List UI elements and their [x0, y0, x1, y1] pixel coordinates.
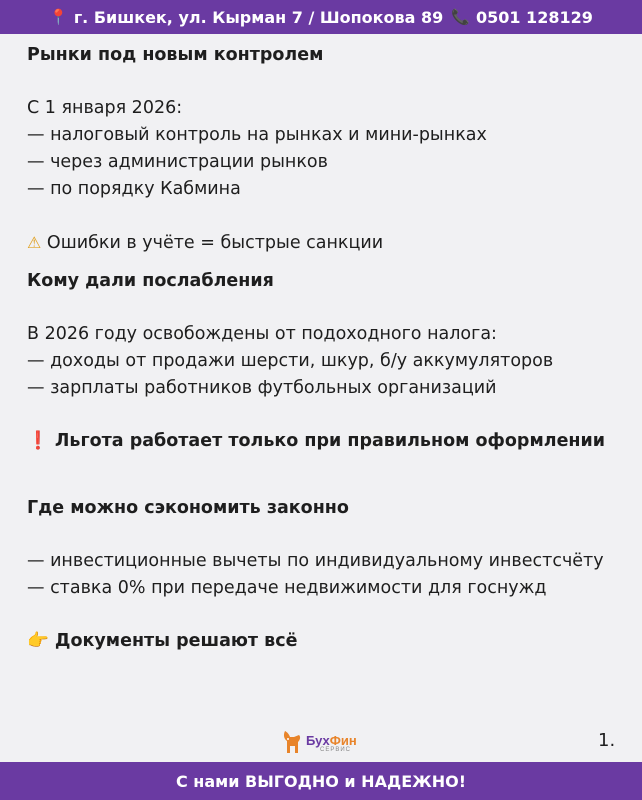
list-item: — зарплаты работников футбольных организаций: [27, 378, 497, 398]
list-item: — через администрации рынков: [27, 152, 328, 172]
footer-bar: [0, 762, 642, 800]
section-intro: В 2026 году освобождены от подоходного налога:: [27, 324, 497, 344]
warning-text: Ошибки в учёте = быстрые санкции: [46, 233, 384, 253]
logo-name: БухФин: [306, 732, 357, 748]
section-title: Рынки под новым контролем: [27, 45, 324, 65]
closing-line: [27, 630, 297, 652]
logo-subtitle: СЕРВИС: [320, 746, 351, 753]
warning-icon: ⚠: [27, 233, 42, 252]
warning-line: [27, 232, 383, 254]
list-item: — инвестиционные вычеты по индивидуальному инвестсчёту: [27, 551, 604, 571]
list-item: — ставка 0% при передаче недвижимости для госнужд: [27, 578, 547, 598]
list-item: — по порядку Кабмина: [27, 179, 241, 199]
list-item: — доходы от продажи шерсти, шкур, б/у аккумуляторов: [27, 351, 554, 371]
header-bar: [0, 0, 642, 34]
goat-icon: [281, 729, 303, 757]
exclamation-icon: ❗: [27, 431, 49, 451]
section-intro: С 1 января 2026:: [27, 98, 183, 118]
section-title: Где можно сэкономить законно: [27, 498, 349, 518]
address-text: г. Бишкек, ул. Кырман 7 / Шопокова 89: [73, 7, 444, 27]
phone-icon: 📞: [451, 8, 470, 26]
page-number: 1.: [598, 730, 616, 751]
phone-number[interactable]: 0501 128129: [475, 7, 593, 27]
alert-text: Льгота работает только при правильном оформлении: [54, 431, 606, 451]
list-item: — налоговый контроль на рынках и мини-рынках: [27, 125, 487, 145]
closing-text: Документы решают всё: [54, 631, 298, 651]
logo: [281, 726, 371, 760]
alert-line: [27, 430, 605, 452]
map-pin-icon: 📍: [49, 8, 68, 26]
section-title: Кому дали послабления: [27, 271, 274, 291]
footer-slogan: С нами ВЫГОДНО и НАДЕЖНО!: [175, 771, 466, 791]
pointing-hand-icon: 👉: [27, 631, 49, 651]
